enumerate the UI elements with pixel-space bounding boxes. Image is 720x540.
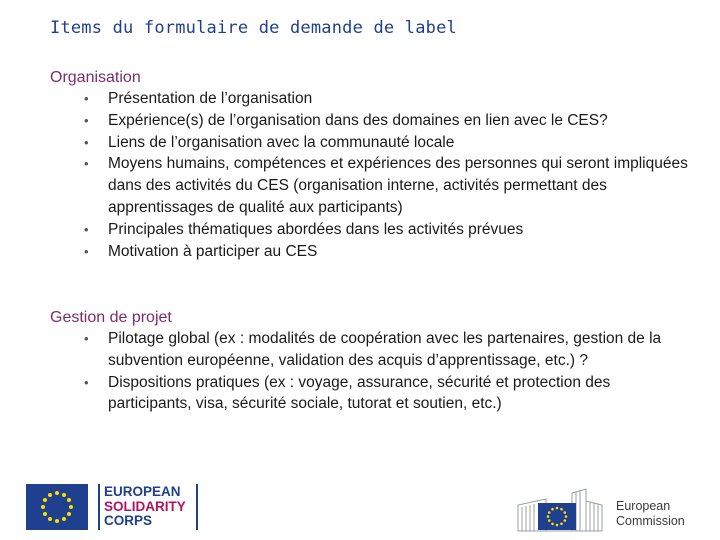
bullet-icon: •: [84, 156, 89, 172]
section-heading: Gestion de projet: [50, 309, 172, 326]
european-commission-logo: [516, 487, 696, 535]
slide-title: Items du formulaire de demande de label: [50, 18, 457, 38]
list-item-text: Moyens humains, compétences et expériences des personnes qui seront impliquées dans des activités du CES (organisation interne, activités permettant des apprentissages de qualité aux participants): [108, 155, 688, 216]
list-item: [50, 132, 690, 154]
list-item: [50, 372, 690, 416]
logo-divider: [98, 484, 100, 530]
list-item-text: Liens de l’organisation avec la communauté locale: [108, 133, 455, 151]
ec-wordmark-line: European: [616, 499, 671, 513]
bullet-icon: •: [84, 112, 89, 128]
european-solidarity-corps-logo: [26, 484, 206, 532]
list-item-text: Principales thématiques abordées dans les activités prévues: [108, 220, 524, 238]
esc-wordmark-line: CORPS: [104, 513, 153, 528]
list-item-text: Dispositions pratiques (ex : voyage, assurance, sécurité et protection des participants, visa, sécurité sociale, tutorat et soutien, etc.): [108, 373, 611, 413]
bullet-list: [50, 328, 690, 415]
list-item-text: Motivation à participer au CES: [108, 242, 318, 260]
list-item-text: Pilotage global (ex : modalités de coopération avec les partenaires, gestion de la subvention européenne, validation des acquis d’apprentissage, etc.) ?: [108, 330, 662, 369]
logo-divider: [196, 484, 198, 530]
bullet-icon: •: [84, 331, 89, 346]
esc-wordmark-line: SOLIDARITY: [104, 498, 186, 514]
esc-wordmark: [104, 485, 186, 529]
list-item: [50, 153, 690, 218]
list-item: [50, 88, 690, 110]
bullet-icon: •: [84, 221, 89, 237]
eu-stars-icon: [26, 484, 88, 530]
bullet-icon: •: [84, 134, 89, 150]
bullet-icon: •: [84, 374, 89, 390]
list-item: [50, 328, 690, 372]
section-heading: Organisation: [50, 69, 141, 86]
bullet-icon: •: [84, 243, 89, 259]
eu-stars-icon: [538, 503, 576, 530]
list-item-text: Présentation de l’organisation: [108, 90, 313, 107]
list-item-text: Expérience(s) de l’organisation dans des domaines en lien avec le CES?: [108, 111, 608, 129]
eu-flag-icon: [538, 503, 576, 530]
esc-wordmark-line: EUROPEAN: [104, 484, 181, 499]
section-organisation: [50, 67, 690, 262]
list-item: [50, 110, 690, 132]
eu-flag-icon: [26, 484, 88, 530]
list-item: [50, 219, 690, 241]
ec-wordmark: [616, 499, 685, 529]
bullet-list: [50, 88, 690, 262]
section-gestion-de-projet: [50, 307, 690, 415]
ec-wordmark-line: Commission: [616, 514, 685, 528]
bullet-icon: •: [84, 91, 89, 106]
list-item: [50, 241, 690, 263]
